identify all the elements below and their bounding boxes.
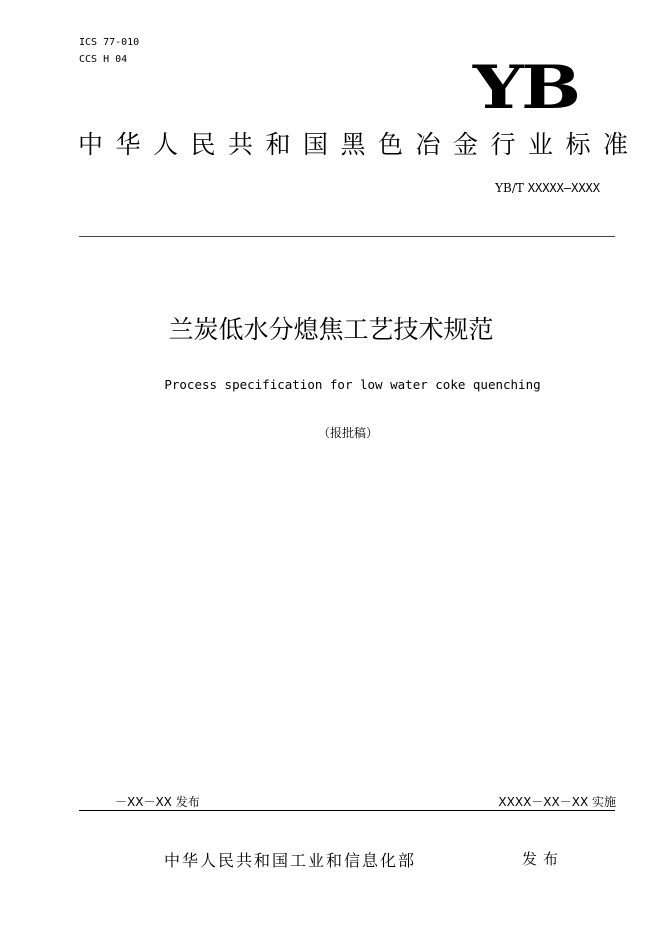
standard-codes xyxy=(79,34,139,68)
english-title: Process specification for low water coke quenching xyxy=(164,377,541,392)
bottom-divider xyxy=(79,810,615,811)
standard-prefix: YB/T xyxy=(495,181,524,195)
publish-date: －XX－XX 发布 xyxy=(115,795,200,809)
standard-number xyxy=(495,181,600,195)
ccs-code: CCS H 04 xyxy=(79,54,128,65)
issuing-authority: 中华人民共和国工业和信息化部 xyxy=(164,851,417,870)
draft-status: （报批稿） xyxy=(317,426,378,440)
ics-code: ICS 77-010 xyxy=(79,37,140,48)
yb-logo: YB xyxy=(473,53,579,123)
organization-title: 中华人民共和国黑色冶金行业标准 xyxy=(78,130,641,159)
effective-date: XXXX－XX－XX 实施 xyxy=(498,795,616,809)
issued-label: 发布 xyxy=(522,850,565,868)
chinese-title: 兰炭低水分熄焦工艺技术规范 xyxy=(168,315,494,344)
standard-number-value: XXXXX—XXXX xyxy=(527,181,600,195)
top-divider xyxy=(79,236,615,237)
